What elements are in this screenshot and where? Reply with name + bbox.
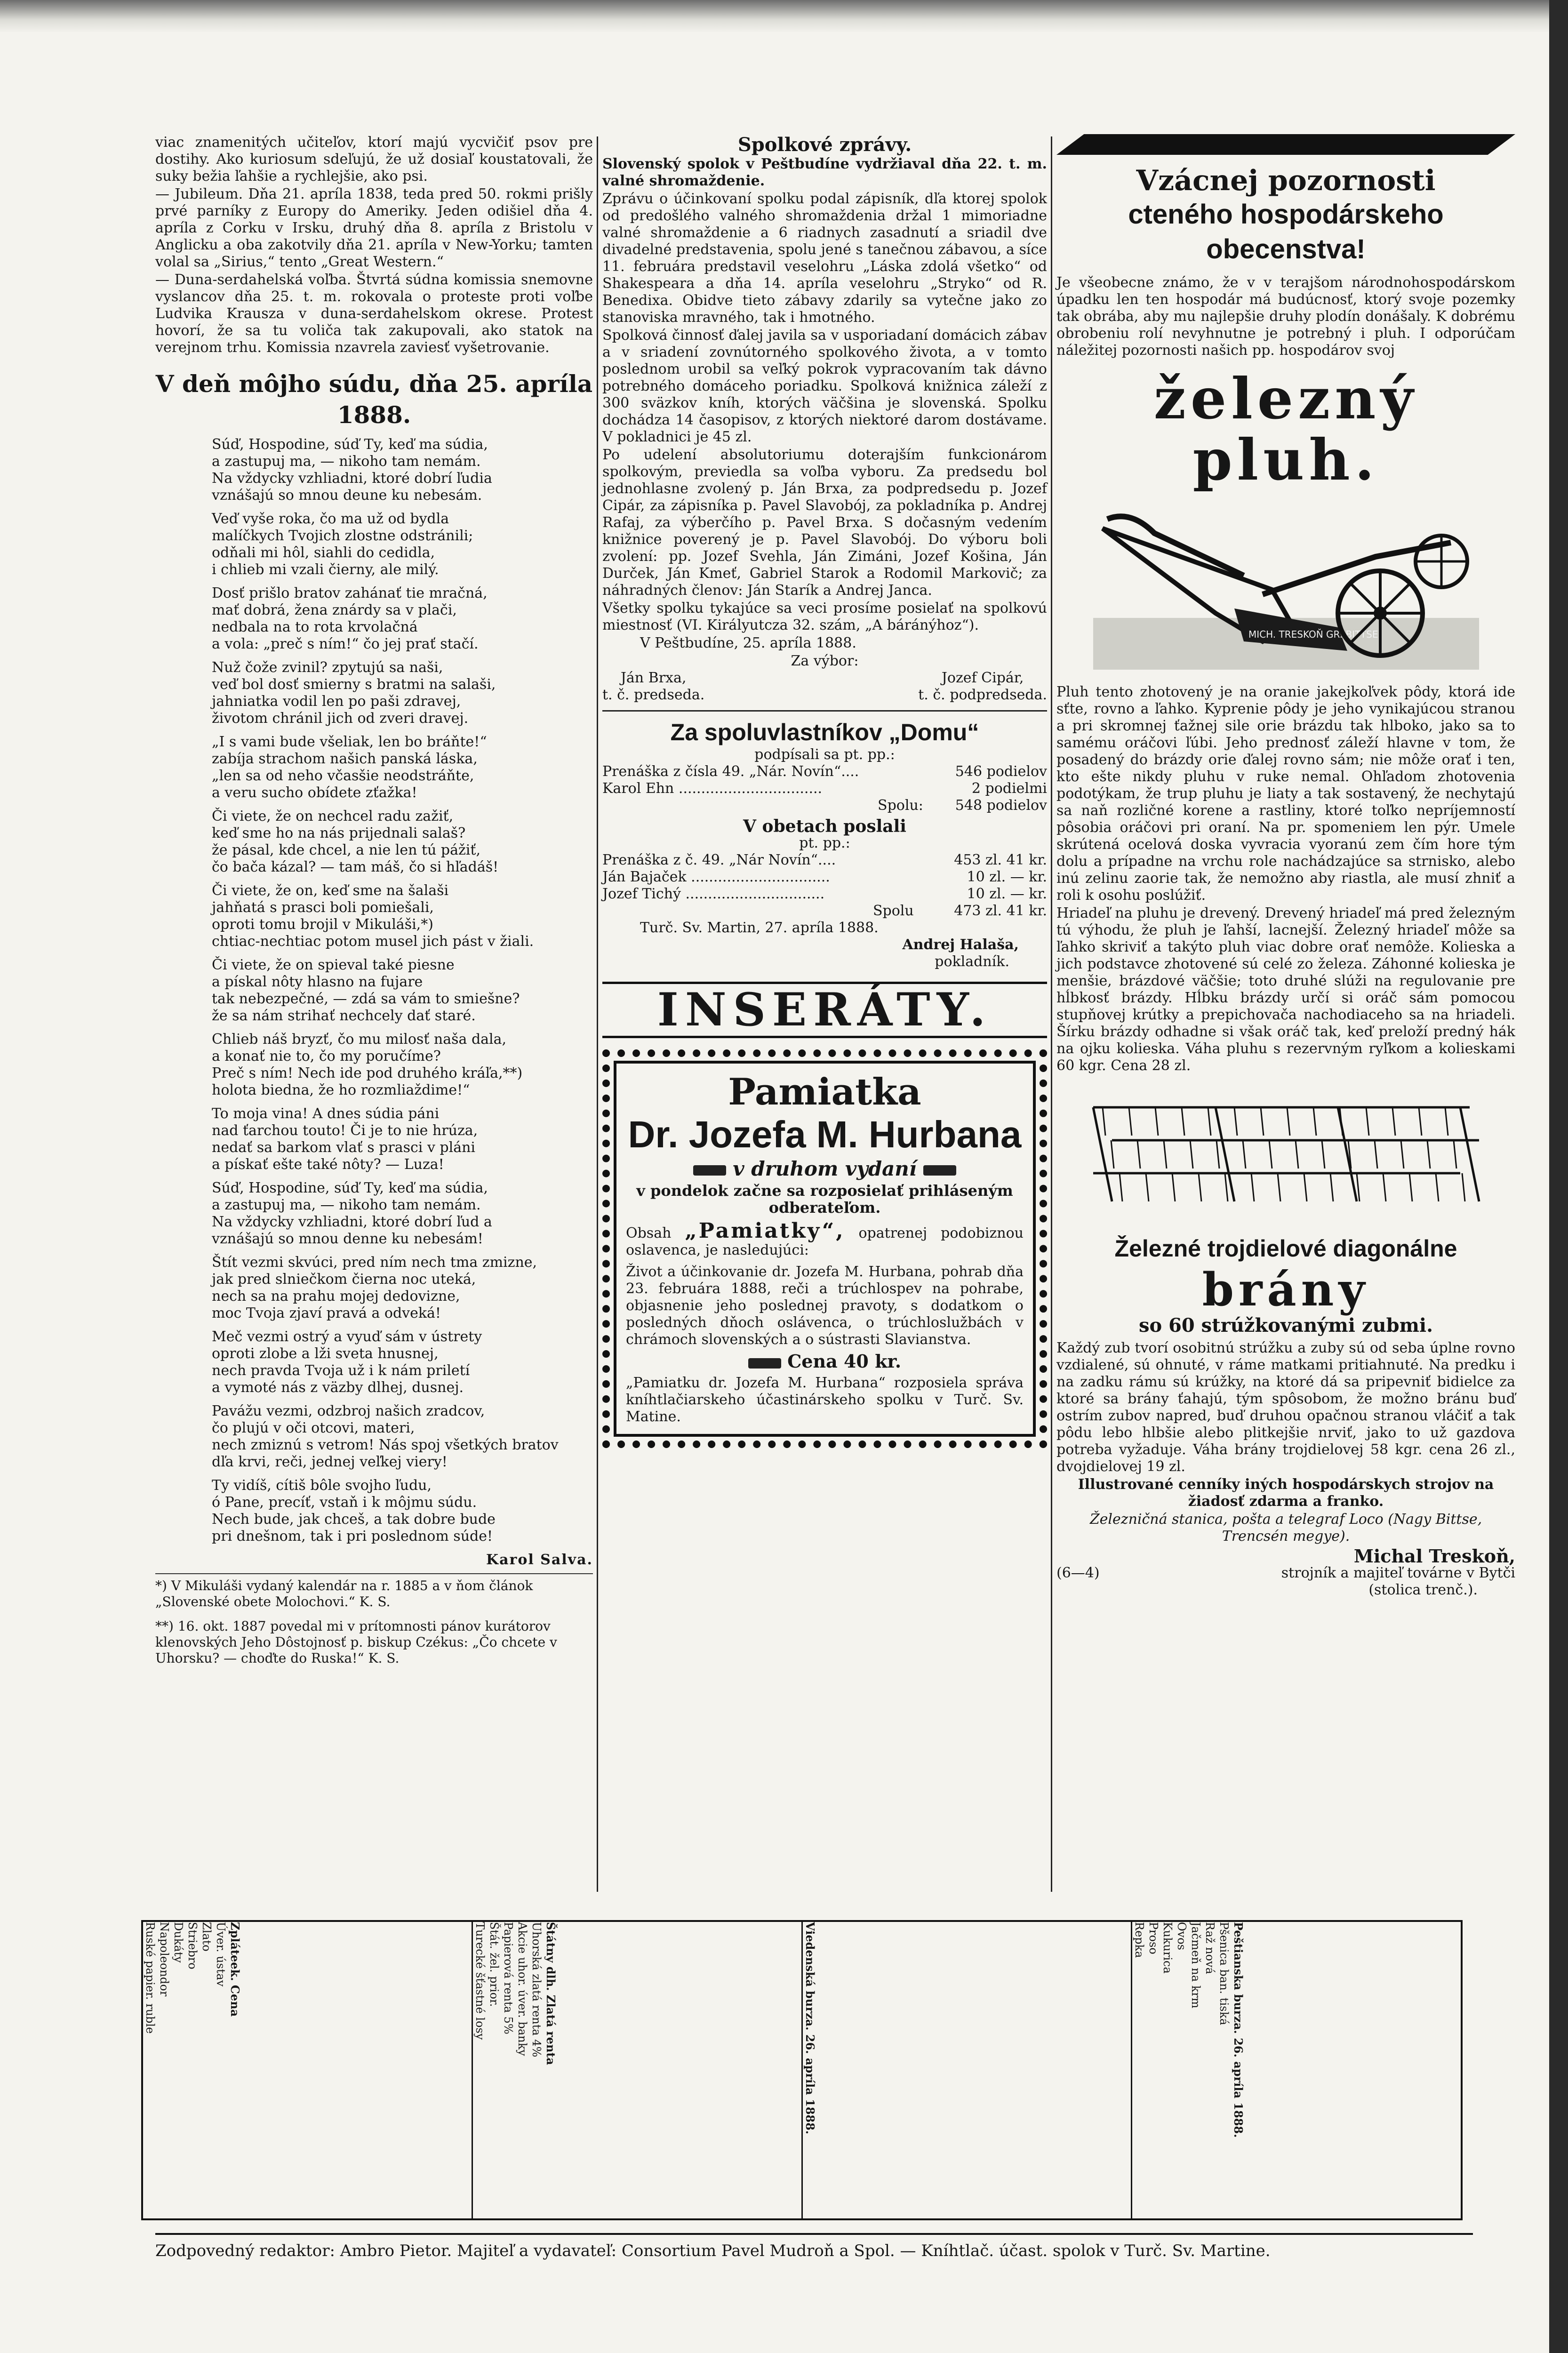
intro-para-2: — Jubileum. Dňa 21. apríla 1838, teda pred 50. rokmi prišly prvé parníky z Europy do Ameriky. Jeden odišiel dňa 4. apríla z Corku v Irsku, druhý dňa 8. apríla z Bristolu v Anglicku a oba zakotvily dňa 21. apríla v New-Yorku; tamten volal sa „Sirius,“ tento „Great Western.“ (155, 186, 593, 270)
market-row: Papierová renta 5% (501, 1922, 515, 2034)
poem-line: „I s vami bude všeliak, len bo bráňte!“ (212, 734, 487, 750)
poem-stanza (212, 1477, 593, 1545)
spolkove-para-5: Všetky spolku tykajúce sa veci prosíme posielať na spolkovú miestnosť (VI. Királyutcza 32. szám, „A báránýhoz“). (602, 600, 1047, 633)
poem-signature: Karol Salva. (486, 1552, 593, 1568)
poem-stanza (212, 659, 593, 727)
poem-line: malíčkych Tvojich zlostne odstránili; (212, 528, 473, 544)
poem-line: oproti zlobe a lži sveta hnusnej, (212, 1345, 439, 1362)
poem-line: Či viete, že on spieval také piesne (212, 957, 455, 973)
station-note: Železničná stanica, pošta a telegraf Loco (Nagy Bittse, Trencsén megye). (1089, 1511, 1482, 1545)
poem-line: nech pravda Tvoja už i k nám priletí (212, 1362, 470, 1379)
harrow-tooth (1296, 1140, 1298, 1168)
obete-sign-name: Andrej Halaša, (902, 936, 1019, 953)
poem-line: čo bača kázal? — tam máš, čo si hľadáš! (212, 859, 499, 875)
market-col-d (1132, 1922, 1461, 2218)
market-row: Jačmeň na krm (1189, 1922, 1203, 2009)
harrow-tooth (1445, 1107, 1448, 1136)
vybor-label: Za výbor: (791, 653, 859, 669)
table-row: Spolu: 548 podielov (878, 797, 1047, 814)
poem-line: moc Tvoja zjaví pravá a odveká! (212, 1305, 441, 1321)
intro-para-3: — Duna-serdahelská voľba. Štvrtá súdna komissia snemovne vyslancov dňa 25. t. m. rokovala o proteste proti voľbe Ludvika Krausza v duna-serdahelskom okrese. Protest hovorí, že sa tu voliča tak zakupovali, ako statok na verejnom trhu. Komissia nzavrela zaviesť vyšetrovanie. (155, 272, 593, 356)
poem-stanza (212, 1180, 593, 1248)
market-row: Pšenica ban. tiská (1217, 1922, 1231, 2025)
table-row: Prenáška z č. 49. „Nár Novín“.... 453 zl. 41 kr. (602, 852, 1047, 868)
poem-line: Veď vyše roka, čo ma už od bydla (212, 511, 449, 527)
market-row: Turecké šťastné losy (473, 1922, 487, 2040)
market-column-title: Viedenská burza. 26. apríla 1888. (803, 1922, 817, 2135)
advert-price: Cena 40 kr. (626, 1353, 1024, 1370)
poem-line: veď bol dosť smierny s bratmi na salaši, (212, 676, 496, 693)
poem-stanza (212, 957, 593, 1024)
poem-line: nad ťarchou touto! Či je to nie hrúza, (212, 1122, 478, 1139)
harrow-tooth (1269, 1140, 1272, 1168)
plow-headline-2: cteného hospodárskeho obecenstva! (1128, 199, 1444, 264)
spolkove-para-2: Zprávu o účinkovaní spolku podal zápisník, dľa ktorej spolok od predošlého valného shromaždenia držal 1 mimoriadne valné shromaždenie a 6 riadnych zasadnutí a sriadil dve divadelné predstavenia, spolu jené s tanečnou zábavou, a síce 11. februára predstavil veselohru „Láska zdolá všetko“ od Shakespeara a dňa 14. apríla veselohru „Stryko“ od R. Benedixa. Obidve tieto zábavy zdarily sa vytečne jako zo stanoviska mravného, tak i hmotného. (602, 191, 1047, 326)
poem-stanza (212, 1031, 593, 1099)
harrow-tooth (1454, 1140, 1456, 1168)
column-3 (1056, 134, 1515, 1599)
poem-line: a zastupuj ma, — nikoho tam nemám. (212, 1197, 481, 1213)
poem-line: a vymoté nás z väzby dlhej, dusnej. (212, 1379, 464, 1396)
poem-line: To moja vina! A dnes súdia páni (212, 1105, 440, 1122)
advert-obsah: Obsah „Pamiatky“, opatrenej podobiznou oslavenca, je nasledujúci: (626, 1219, 1024, 1258)
harrow-tooth (1261, 1107, 1264, 1136)
poem-line: dľa krvi, reči, jednej veľkej viery! (212, 1454, 448, 1470)
harrow-tooth (1462, 1173, 1465, 1201)
poem-line: Na vždycky vzhliadni, ktoré dobrí ľud a (212, 1214, 492, 1230)
poem-line: Pavážu vezmi, odzbroj našich zradcov, (212, 1403, 485, 1419)
harrow-tooth (1401, 1140, 1404, 1168)
decorative-bar (1056, 134, 1515, 155)
domu-subtitle: podpísali sa pt. pp.: (754, 746, 895, 763)
market-row: Zlato (200, 1922, 213, 1952)
harrow-tooth (1172, 1173, 1175, 1201)
poem-line: Nech bude, jak chceš, a tak dobre bude (212, 1511, 496, 1528)
obete-place: Turč. Sv. Martin, 27. apríla 1888. (640, 920, 879, 936)
spolkove-para-1: Slovenský spolok v Peštbudíne vydržiaval dňa 22. t. m. valné shromaždenie. (602, 156, 1047, 189)
poem-stanza (212, 808, 593, 876)
poem-line: Na vždycky vzhliadni, ktoré dobrí ľudia (212, 470, 492, 487)
poem-line: nedať sa barkom vlať s prasci v pláni (212, 1139, 476, 1156)
poem-line: mať dobrá, žena znárdy sa v plači, (212, 602, 457, 618)
poem-line: že sa nám strihať nechcely dať staré. (212, 1008, 476, 1024)
advert-title-2: Dr. Jozefa M. Hurbana (628, 1113, 1022, 1155)
market-row: Striebro (186, 1922, 199, 1969)
poem-line: a pískať ešte také nôty? — Luza! (212, 1156, 444, 1173)
harrow-tooth (1137, 1140, 1140, 1168)
poem-line: nech zmiznú s vetrom! Nás spoj všetkých bratov (212, 1437, 559, 1453)
obete-subtitle: pt. pp.: (799, 835, 850, 851)
harrow-tooth (1304, 1173, 1307, 1201)
spolkove-para-4: Po udelení absolutoriumu doterajším funkcionárom spolkovým, previedla sa voľba vyboru. Za predsedu bol jednohlasne zvolený p. Ján Brxa, za podpredsedu p. Jozef Cipár, za zápisníka p. Pavel Slavobój, za pokladníka p. Andrej Rafaj, za výberčího p. Pavel Brxa. S dočasným vedením knižnice poverený je p. Pavel Slavobój. Do výboru boli zvolení: pp. Jozef Svehla, Ján Zimáni, Jozef Košina, Ján Durček, Ján Kmeť, Gabriel Starok a Rodomil Markovič; za náhradných členov: Ján Starík a Andrej Janca. (602, 447, 1047, 599)
market-row: Proso (1147, 1922, 1160, 1954)
market-row: Raž nová (1203, 1922, 1217, 1974)
harrow-tooth (1243, 1140, 1246, 1168)
poem-line: a veru sucho obídete zťažka! (212, 784, 417, 801)
poem (212, 436, 593, 1545)
signer-1-name: Ján Brxa, (620, 670, 687, 686)
signer-2-role: t. č. podpredseda. (918, 687, 1047, 703)
market-row: Kukurica (1161, 1922, 1175, 1974)
market-row: Napoleondor (158, 1922, 171, 1997)
harrow-tooth (1208, 1107, 1211, 1136)
poem-line: vznášajú so mnou deune ku nebesám. (212, 487, 482, 504)
market-col-c (803, 1922, 1133, 2218)
poem-line: Chlieb náš bryzť, čo mu milosť naša dala, (212, 1031, 507, 1048)
market-column-title: Zpláteek. Cena (228, 1922, 242, 2017)
poem-stanza (212, 734, 593, 801)
harrow-tooth (1225, 1173, 1228, 1201)
harrow-tooth (1357, 1173, 1360, 1201)
harrow-tooth (1375, 1140, 1377, 1168)
advert-edition: v druhom vydaní (626, 1160, 1024, 1177)
market-row: Ruské papier. ruble (144, 1922, 157, 2034)
harrow-tooth (1383, 1173, 1386, 1201)
poem-line: vznášajú so mnou denne ku nebesám! (212, 1231, 483, 1247)
poem-line: a vola: „preč s ním!“ čo jej prať stačí. (212, 636, 479, 652)
harrow-tooth (1120, 1173, 1122, 1201)
plow-description: Pluh tento zhotovený je na oranie jakejkoľvek pôdy, ktorá ide sťte, rovno a ľahko. Kyprenie pôdy je jeho vynikajúcou stranou a pri skromnej ťažnej sile orie brázdu tak hlboko, jako sa to samému oráčovi ľúbi. Jeho prednosť záleží hlavne v tom, že posadený do brázdy orie ďalej rovno sám; nie môže orať i ten, kto ešte nikdy pluhu v ruke nemal. Ohľadom zhotovenia podotýkam, že trup pluhu je liaty a tak sostavený, že nechytajú sa naň rozličné korene a rastliny, ktoré toľko nepríjemností pôsobia oráčovi pri oraní. Na pr. spomeniem len pýr. Umele skrútená ocelová doska vyvracia vyoranú zem čím hore tým dolu a prípadne na vrchu role nachádzajúce sa strnisko, alebo inú zelinu zaorie tak, že nemožno aby riastla, ale musí zhniť a roli k osohu poslúžiť. (1056, 684, 1515, 904)
harrow-description: Každý zub tvorí osobitnú strúžku a zuby sú od seba úplne rovno vzdialené, sú ohnuté, v ráme matkami pritiahnuté. Na predku i na zadku rámu sú krúžky, na ktoré dá sa pripevniť bidielce za ktoré sa brány ťahajú, tým spôsobom, že možno bránu buď ostrím zubov napred, buď druhou opačnou stranou vláčiť a tak pôdu lebo hlbšie alebo plitkejšie nrviť, jako to už gazdova potreba vyžaduje. Váha brány trojdielovej 58 kgr. cena 26 zl., dvojdielovej 19 zl. (1056, 1340, 1515, 1475)
footnote-2: **) 16. okt. 1887 povedal mi v prítomnosti pánov kurátorov klenovských Jeho Dôstojnosť p. biskup Czékus: „Čo chcete v Uhorsku? — choďte do Ruska!“ K. S. (155, 1618, 557, 1666)
scan-edge-right (1549, 0, 1568, 2353)
advert-order: „Pamiatku dr. Jozefa M. Hurbana“ rozposiela správa kníhtlačiarskeho účastinárskeho spolku v Turč. Sv. Matine. (626, 1375, 1024, 1425)
harrow-tooth (1392, 1107, 1395, 1136)
harrow-illustration (1084, 1079, 1488, 1230)
harrow-tooth (1278, 1173, 1280, 1201)
plow-description-2: Hriadeľ na pluhu je drevený. Drevený hriadeľ má pred železným tú výhodu, že pluh je ľahší, lacnejší. Železný hriadeľ môže sa ľahko skriviť a takýto pluh viac dobre orať nemôže. Kolieska a jich podstavce zhotovené sú celé zo železa. Záhonné kolieska je menšie, brázdové väčšie; toto druhé slúži na regulovanie pre hĺbkosť brázdy. Hĺbku brázdy určí si oráč sám pomocou stupňovej krútky a prepichovača nachodiaceho sa na hriadeli. Šírku brázdy odhadne si však oráč tak, keď preloží predný hák na ojku kolieska. Váha pluhu s rezervným ryľkom a kolieskami 60 kgr. Cena 28 zl. (1056, 905, 1515, 1074)
poem-line: Ty vidíš, cítiš bôle svojho ľudu, (212, 1477, 432, 1494)
plow-title: železný pluh. (1153, 366, 1418, 493)
table-row: Prenáška z čísla 49. „Nár. Novín“.... 546 podielov (602, 763, 1047, 780)
obete-sign-role: pokladník. (935, 953, 1009, 970)
market-column-title: Štátny dlh. Zlatá renta (544, 1922, 558, 2065)
poem-stanza (212, 1254, 593, 1322)
intro-para-1: viac znamenitých učiteľov, ktorí majú vycvičiť psov pre dostihy. Ako kuriosum sdeľujú, že už dosiaľ koustatovali, že suky bežia ľahšie a rychlejšie, ako psi. (155, 134, 593, 184)
poem-line: životom chránil jich od zveri dravej. (212, 710, 469, 727)
harrow-tooth (1182, 1107, 1184, 1136)
poem-line: Súď, Hospodine, súď Ty, keď ma súdia, (212, 1180, 488, 1196)
poem-line: jahňatá s prasci boli pomiešali, (212, 899, 434, 916)
market-column-title: Peštianska burza. 26. apríla 1888. (1232, 1922, 1246, 2138)
market-row: Úver. ústav (214, 1922, 227, 1987)
plow-headline-1: Vzácnej pozornosti (1136, 164, 1436, 197)
poem-line: jak pred slniečkom čierna noc uteká, (212, 1271, 476, 1288)
market-row: Uhorská zlatá renta 4% (529, 1922, 543, 2057)
footnote-1: *) V Mikuláši vydaný kalendár na r. 1885 a v ňom článok „Slovenské obete Molochovi.“ K. S. (155, 1573, 593, 1610)
harrow-tooth (1313, 1107, 1316, 1136)
signer-1-role: t. č. predseda. (602, 687, 705, 703)
market-row: Štát. žel. prior. (487, 1922, 501, 2007)
market-col-a (143, 1922, 473, 2218)
poem-line: nech sa na prahu mojej dedovizne, (212, 1288, 460, 1305)
obete-table (602, 852, 1047, 920)
poem-line: oproti tomu brojil v Mikuláši,*) (212, 916, 433, 933)
signers (602, 670, 1047, 704)
poem-line: jahniatka vodil len po paši zdravej, (212, 693, 461, 710)
harrow-tooth (1436, 1173, 1439, 1201)
harrow-headline-3: so 60 strúžkovanými zubmi. (1138, 1314, 1433, 1337)
poem-line: zabíja strachom našich panská láska, (212, 751, 478, 767)
poem-line: tak nebezpečné, — zdá sa vám to smiešne? (212, 991, 520, 1007)
poem-stanza (212, 585, 593, 653)
poem-line: odňali mi hôl, siahli do cedidla, (212, 544, 435, 561)
column-rule-2 (1051, 136, 1052, 1892)
owner-role: strojník a majiteľ továrne v Bytči (1281, 1565, 1515, 1581)
poem-line: Súď, Hospodine, súď Ty, keď ma súdia, (212, 436, 488, 453)
divider (602, 710, 1047, 712)
poem-stanza (212, 882, 593, 950)
harrow-headline-1: Železné trojdielové diagonálne (1114, 1235, 1457, 1262)
imprint-footer: Zodpovedný redaktor: Ambro Pietor. Majiteľ a vydavateľ: Consortium Pavel Mudroň a Spol. — Kníhtlač. účast. spolok v Turč. Sv. Martine. (155, 2233, 1473, 2260)
spolkove-date: V Peštbudíne, 25. apríla 1888. (640, 635, 856, 651)
poem-line: Či viete, že on, keď sme na šalaši (212, 882, 449, 899)
harrow-tooth (1322, 1140, 1325, 1168)
poem-line: Meč vezmi ostrý a vyuď sám v ústrety (212, 1329, 482, 1345)
harrow-tooth (1190, 1140, 1193, 1168)
poem-title: V deň môjho súdu, dňa 25. apríla 1888. (155, 370, 593, 429)
poem-line: nedbala na to rota krvolačná (212, 619, 418, 635)
poem-line: Nuž čože zvinil? zpytujú sa naši, (212, 659, 443, 676)
domu-title: Za spoluvlastníkov „Domu“ (670, 719, 979, 745)
poem-stanza (212, 1105, 593, 1173)
harrow-tooth (1330, 1173, 1333, 1201)
poem-line: Či viete, že on nechcel radu zažiť, (212, 808, 454, 824)
harrow-headline-2: brány (1202, 1263, 1370, 1316)
table-row: Ján Bajaček ............................... 10 zl. — kr. (602, 869, 1047, 885)
owner-name: Michal Treskoň, (1353, 1545, 1515, 1567)
column-1 (155, 134, 593, 1666)
plow-intro: Je všeobecne známo, že v v terajšom národnohospodárskom úpadku len ten hospodár má budúcnosť, ktorý svoje pozemky tak obrába, aby mu najlepšie druhy plodín donášaly. K dobrému obrobeniu rolí nevyhnutne je potrebný i pluh. I odporúčam náležitej pozornosti našich pp. hospodárov svoj (1056, 274, 1515, 359)
domu-table (602, 763, 1047, 814)
pointing-hand-icon (923, 1165, 956, 1176)
table-row: Karol Ehn ................................ 2 podielmi (602, 780, 1047, 797)
harrow-tooth (1103, 1107, 1105, 1136)
harrow-tooth (1164, 1140, 1167, 1168)
market-row: Repka (1133, 1922, 1146, 1958)
poem-line: že pásal, kde chcel, a nie len tú pážiť, (212, 842, 480, 858)
poem-line: chtiac-nechtiac potom musel jich pást v žiali. (212, 933, 534, 950)
advert-title-1: Pamiatka (728, 1071, 921, 1113)
obete-title: V obetach poslali (743, 816, 906, 836)
table-row: Jozef Tichý ............................... 10 zl. — kr. (602, 886, 1047, 902)
poem-line: pri dnešnom, tak i pri poslednom súde! (212, 1528, 493, 1545)
poem-stanza (212, 511, 593, 578)
poem-line: Dosť prišlo bratov zahánať tie mračná, (212, 585, 488, 601)
harrow-tooth (1234, 1107, 1237, 1136)
harrow-tooth (1287, 1107, 1290, 1136)
poem-line: Štít vezmi skvúci, pred ním nech tma zmizne, (212, 1254, 537, 1271)
harrow-tooth (1419, 1107, 1422, 1136)
column-rule-1 (597, 136, 598, 1892)
column-2 (602, 134, 1047, 1448)
harrow-tooth (1129, 1107, 1132, 1136)
advert-line: v pondelok začne sa rozposielať prihláseným odberateľom. (636, 1182, 1013, 1217)
poem-line: čo plujú v oči otcovi, materi, (212, 1420, 415, 1436)
poem-stanza (212, 436, 593, 504)
market-tables (141, 1920, 1463, 2220)
hurban-advert (602, 1049, 1047, 1448)
harrow-tooth (1111, 1140, 1114, 1168)
pointing-hand-icon (748, 1358, 781, 1369)
pointing-hand-icon (693, 1165, 726, 1176)
poem-line: a konať nie to, čo my poručíme? (212, 1048, 441, 1064)
poem-line: holota biedna, že ho rozmliaždime!“ (212, 1082, 470, 1098)
poem-line: ó Pane, precíť, vstaň i k môjmu súdu. (212, 1494, 477, 1511)
plow-plate-text: MICH. TRESKOŇ GR. BITTSE (1248, 629, 1378, 640)
scan-edge-top (0, 0, 1568, 33)
poem-line: Preč s ním! Nech ide pod druhého kráľa,**) (212, 1065, 523, 1081)
inzeraty-heading: INSERÁTY. (602, 982, 1047, 1038)
owner-block (1056, 1565, 1515, 1582)
catalog-note: Illustrované cenníky iných hospodárskych strojov na žiadosť zdarma a franko. (1078, 1476, 1494, 1510)
table-row: Spolu 473 zl. 41 kr. (872, 903, 1047, 919)
poem-stanza (212, 1403, 593, 1471)
harrow-tooth (1366, 1107, 1369, 1136)
spolkove-para-3: Spolková činnosť ďalej javila sa v usporiadaní domácich zábav a v sriadení zovnútorného spolkového života, a v tomto poslednom urobil sa veľký pokrok vypracovaním tak dávno potrebného domáceho poriadku. Spolková knižnica záleží z 300 sväzkov kníh, ktorých väčšina je slovenská. Spolku dochádza 14 časopisov, z ktorých niektoré darom dostávame. V pokladnici je 45 zl. (602, 327, 1047, 445)
poem-line: keď sme ho na nás prijednali salaš? (212, 825, 466, 841)
poem-line: a pískal nôty hlasno na fujare (212, 974, 423, 990)
owner-place: (stolica trenč.). (1368, 1582, 1478, 1598)
harrow-tooth (1199, 1173, 1201, 1201)
poem-stanza (212, 1329, 593, 1396)
market-col-b (473, 1922, 803, 2218)
harrow-tooth (1155, 1107, 1158, 1136)
plow-illustration (1093, 500, 1479, 679)
advert-content: Život a účinkovanie dr. Jozefa M. Hurbana, pohrab dňa 23. februára 1888, reči a trúchlospev na pohrabe, objasnenie jeho poslednej pravoty, s dodatkom o posledných dňoch oslávenca, o trúchloslužbách v chrámoch slovenských a o sústrasti Slavianstva. (626, 1264, 1024, 1348)
poem-line: „len sa od neho včasšie neodstráňte, (212, 768, 474, 784)
ad-number: (6—4) (1056, 1565, 1100, 1581)
poem-line: a zastupuj ma, — nikoho tam nemám. (212, 453, 481, 470)
harrow-tooth (1216, 1140, 1219, 1168)
harrow-tooth (1427, 1140, 1430, 1168)
signer-2-name: Jozef Cipár, (941, 670, 1024, 686)
market-row: Dukáty (172, 1922, 185, 1963)
spolkove-title: Spolkové zprávy. (737, 134, 912, 156)
market-row: Akcie uhor. úver. banky (515, 1922, 529, 2056)
harrow-tooth (1251, 1173, 1254, 1201)
market-row: Ovos (1175, 1922, 1189, 1950)
poem-line: i chlieb mi vzali čierny, ale milý. (212, 561, 439, 578)
harrow-tooth (1409, 1173, 1412, 1201)
harrow-tooth (1146, 1173, 1149, 1201)
